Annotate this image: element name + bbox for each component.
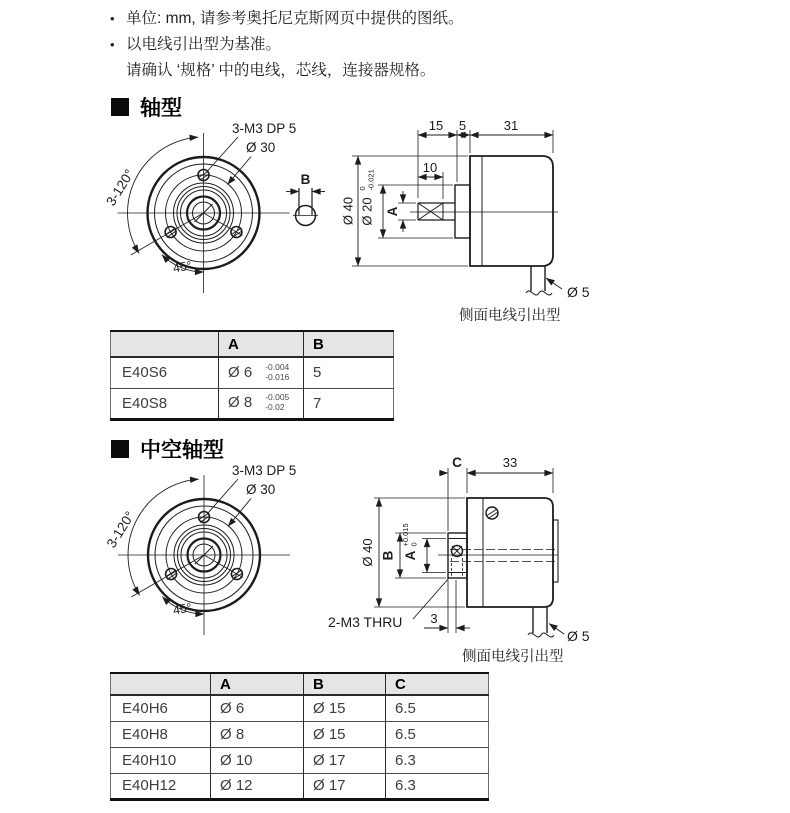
- dim-c-cell: 6.5: [386, 721, 489, 747]
- shaft-diameter-label: A: [385, 206, 400, 217]
- table-row: [111, 721, 489, 747]
- section-square-icon: [111, 98, 129, 116]
- dim-a-cell: Ø 12: [211, 773, 304, 799]
- dim-b-cell: Ø 17: [304, 747, 386, 773]
- page-notes: [110, 6, 464, 84]
- dim-body-length: 31: [503, 118, 519, 133]
- dim-body-length: 33: [502, 455, 518, 470]
- tolerance-lower: 0: [409, 542, 419, 547]
- table-row: [111, 388, 394, 419]
- thru-screws-label: 2-M3 THRU: [328, 614, 403, 630]
- dim-b-cell: Ø 17: [304, 773, 386, 799]
- bullet-icon: •: [110, 11, 115, 26]
- boss-diameter-label: B: [380, 550, 396, 561]
- dim-a-cell: Ø 10: [211, 747, 304, 773]
- model-cell: E40H8: [111, 721, 211, 747]
- dim-flat-length: 10: [422, 160, 438, 175]
- hollow-type-spec-table: [110, 672, 489, 801]
- cable-angle-label: 45°: [171, 258, 193, 276]
- dim-a-cell: Ø 8: [211, 721, 304, 747]
- note-line: [110, 32, 464, 58]
- dim-b-cell: 7: [304, 388, 394, 419]
- note-line: [110, 6, 464, 32]
- dim-a-cell: Ø 6: [211, 695, 304, 721]
- col-header-a: A: [211, 673, 304, 695]
- shaft-type-spec-table: [110, 330, 394, 421]
- bolt-circle-label: Ø 30: [246, 140, 276, 155]
- dim-collar-label: C: [452, 455, 462, 470]
- shaft-type-front-view: [118, 133, 326, 293]
- screws-label: 3-M3 DP 5: [232, 463, 297, 478]
- note-text: 以电线引出型为基准。: [126, 36, 282, 53]
- table-row: [111, 695, 489, 721]
- note-text: 单位: mm, 请参考奥托尼克斯网页中提供的图纸。: [126, 10, 464, 27]
- dim-a-cell: [219, 388, 304, 419]
- table-row: [111, 747, 489, 773]
- tolerance-lower: -0.021: [366, 169, 376, 191]
- tolerance-upper: +0.015: [401, 523, 410, 547]
- tolerance-upper: -0.005: [265, 391, 290, 402]
- tolerance-lower: -0.016: [265, 371, 290, 382]
- col-header-b: B: [304, 673, 386, 695]
- shaft-flat-detail: [286, 188, 325, 226]
- flat-width-label: B: [300, 172, 311, 187]
- dim-boss-diameter: [358, 169, 376, 225]
- table-row: [111, 773, 489, 799]
- dim-screw-offset: 3: [430, 611, 438, 626]
- dim-c-cell: 6.3: [386, 773, 489, 799]
- set-screw-symbol: [452, 546, 463, 577]
- note-line: [110, 58, 464, 84]
- dim-a-cell: [219, 357, 304, 388]
- col-header-b: B: [304, 331, 394, 357]
- mount-angle-label: 3-120°: [103, 166, 138, 209]
- side-cable-caption: 侧面电线引出型: [459, 308, 561, 324]
- table-header-row: [111, 673, 489, 695]
- model-cell: E40H12: [111, 773, 211, 799]
- tolerance-lower: -0.02: [265, 402, 285, 412]
- dim-body-diameter: Ø 40: [360, 538, 375, 567]
- screws-label: 3-M3 DP 5: [232, 121, 297, 136]
- col-header-model: [111, 673, 211, 695]
- model-cell: E40H10: [111, 747, 211, 773]
- shaft-type-side-view: [352, 130, 562, 295]
- table-row: [111, 357, 394, 388]
- dim-c-cell: 6.3: [386, 747, 489, 773]
- model-cell: E40S6: [122, 364, 168, 382]
- col-header-a: A: [219, 331, 304, 357]
- model-cell: E40H6: [122, 699, 168, 717]
- bore-diameter-label: [401, 523, 419, 560]
- side-cable-caption: 侧面电线引出型: [462, 649, 564, 665]
- mount-angle-label: 3-120°: [103, 508, 138, 551]
- section-title-text: 轴型: [140, 97, 182, 120]
- dim-boss-length: 5: [458, 118, 467, 133]
- cable-diameter-label: Ø 5: [567, 284, 590, 300]
- dim-b-cell: Ø 15: [304, 695, 386, 721]
- screw-hole-symbol: [486, 507, 498, 519]
- dim-a-value: Ø 6: [228, 363, 253, 381]
- dim-shaft-length: 15: [428, 118, 444, 133]
- cable-angle-label: 45°: [171, 600, 193, 618]
- dim-c-cell: 6.5: [386, 695, 489, 721]
- bolt-circle-label: Ø 30: [246, 482, 276, 497]
- model-cell: E40S8: [111, 388, 219, 419]
- dim-body-diameter: Ø 40: [340, 196, 356, 226]
- cable-diameter-label: Ø 5: [567, 628, 590, 644]
- bullet-icon: •: [110, 37, 115, 52]
- svg-text:A: A: [403, 550, 418, 561]
- hollow-type-front-view: [118, 475, 290, 635]
- svg-text:Ø 20: Ø 20: [359, 197, 375, 226]
- dim-b-cell: Ø 15: [304, 721, 386, 747]
- dim-a-value: Ø 8: [228, 393, 253, 411]
- tolerance-upper: 0: [358, 186, 367, 191]
- col-header-c: C: [386, 673, 489, 695]
- shaft-type-drawing: [95, 118, 695, 330]
- hollow-shaft-type-drawing: [95, 455, 695, 670]
- section-title-text: 中空轴型: [140, 439, 224, 462]
- col-header-model: [111, 331, 219, 357]
- dim-b-cell: 5: [304, 357, 394, 388]
- tolerance-upper: -0.004: [265, 361, 290, 372]
- note-text: 请确认 ‘规格’ 中的电线，芯线，连接器规格。: [126, 62, 436, 79]
- table-header-row: [111, 331, 394, 357]
